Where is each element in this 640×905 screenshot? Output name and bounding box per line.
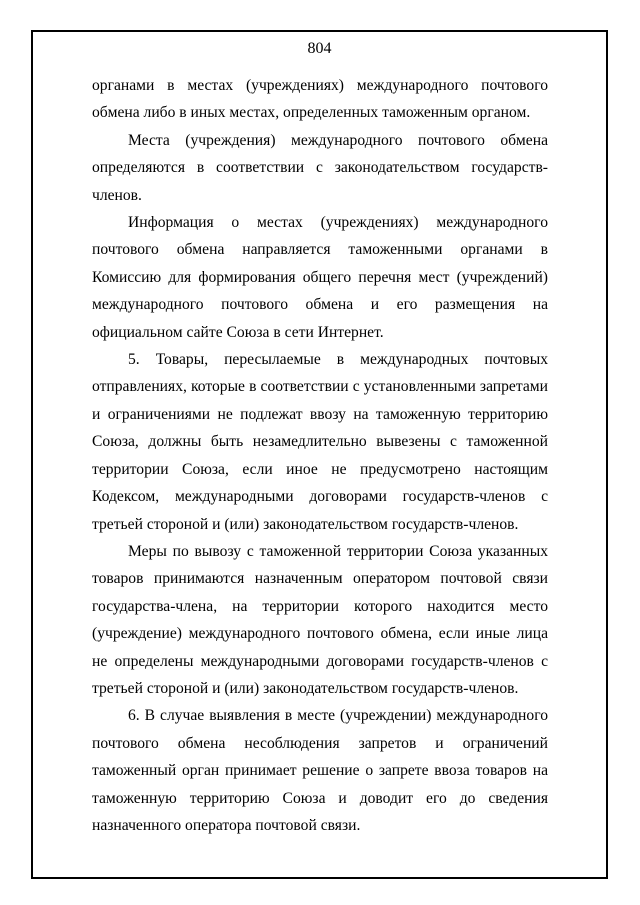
paragraph-item-6: 6. В случае выявления в месте (учреждении) международного почтового обмена несоблюдения запретов и ограничений таможенный орган принимает решение о запрете ввоза товаров на таможенную территорию Союза и доводит его до сведения назначенного оператора почтовой связи. [92,707,548,834]
paragraph-export-measures: Меры по вывозу с таможенной территории Союза указанных товаров принимаются назначенным оператором почтовой связи государства-члена, на территории которого находится место (учреждение) международного почтового обмена, если иные лица не определены международными договорами государств-членов с третьей стороной и (или) законодательством государств-членов. [92,542,548,697]
document-body [92,72,548,839]
page-number: 804 [307,40,332,57]
paragraph-item-5: 5. Товары, пересылаемые в международных почтовых отправлениях, которые в соответствии с установленными запретами и ограничениями не подлежат ввозу на таможенную территорию Союза, должны быть незамедлительно вывезены с таможенной территории Союза, если иное не предусмотрено настоящим Кодексом, международными договорами государств-членов с третьей стороной и (или) законодательством государств-членов. [92,351,548,533]
paragraph-information-list: Информация о местах (учреждениях) международного почтового обмена направляется таможенными органами в Комиссию для формирования общего перечня мест (учреждений) международного почтового обмена и его размещения на официальном сайте Союза в сети Интернет. [92,214,548,341]
paragraph-exchange-places: Места (учреждения) международного почтового обмена определяются в соответствии с законодательством государств-членов. [92,131,548,204]
paragraph-continuation: органами в местах (учреждениях) международного почтового обмена либо в иных местах, определенных таможенным органом. [92,77,548,122]
page-frame [31,30,608,879]
